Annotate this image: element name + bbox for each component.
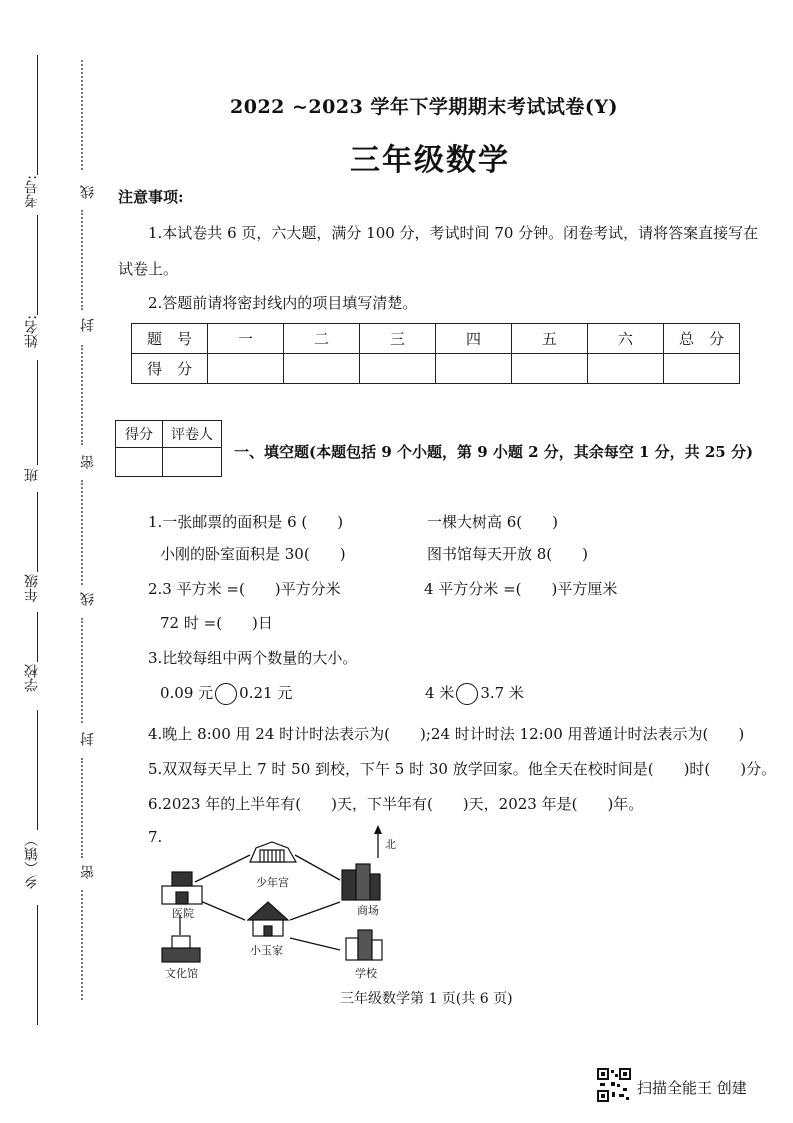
seal-dotted-line: [81, 60, 83, 170]
q3b-left: 4 米: [425, 684, 455, 702]
north-arrow-icon: [374, 825, 382, 858]
seal-mark-seal: 封: [80, 318, 96, 332]
question-1a: 1.一张邮票的面积是 6 ( ): [148, 513, 344, 531]
question-1b: 一棵大树高 6( ): [427, 513, 559, 531]
score-field[interactable]: [116, 448, 163, 477]
grader-field[interactable]: [163, 448, 222, 477]
q3a-right: 0.21 元: [239, 684, 293, 702]
score-field[interactable]: [208, 354, 284, 384]
school-line: [37, 612, 38, 662]
exam-title: 2022 ~2023 学年下学期期末考试试卷(Y): [230, 96, 618, 118]
qr-code-icon: [597, 1068, 631, 1102]
score-table: [131, 323, 740, 384]
path-home-mall: [290, 902, 340, 920]
question-4: 4.晚上 8:00 用 24 时计时法表示为( );24 时计时法 12:00 用普通计时法表示为( ): [148, 725, 745, 743]
question-1d: 图书馆每天开放 8( ): [427, 545, 589, 563]
seal-dotted-line: [81, 345, 83, 445]
youth-palace-label: 少年宫: [256, 876, 289, 889]
grader-table: [115, 420, 222, 477]
culture-hall-label: 文化馆: [165, 967, 198, 980]
hospital-label: 医院: [172, 907, 194, 920]
town-line: [37, 710, 38, 830]
question-2c: 72 时 =( )日: [160, 614, 273, 632]
table-cell: 四: [436, 324, 512, 354]
question-3: 3.比较每组中两个数量的大小。: [148, 649, 358, 667]
score-field[interactable]: [436, 354, 512, 384]
exam-no-line: [37, 55, 38, 175]
question-2b: 4 平方分米 =( )平方厘米: [424, 580, 618, 598]
compare-circle[interactable]: [456, 683, 478, 705]
mall-icon: [342, 864, 380, 900]
score-field[interactable]: [284, 354, 360, 384]
school-icon: [346, 930, 382, 960]
score-table-header-row: [132, 324, 740, 354]
name-label: 姓名:: [24, 315, 40, 348]
path-hospital-youth: [195, 855, 250, 882]
path-hospital-home: [198, 900, 245, 920]
school-label: 学校: [355, 967, 377, 980]
table-cell: 总 分: [664, 324, 740, 354]
culture-hall-icon: [162, 936, 200, 962]
score-field[interactable]: [360, 354, 436, 384]
score-field[interactable]: [664, 354, 740, 384]
seal-dotted-line: [81, 480, 83, 585]
notice-heading: 注意事项:: [118, 188, 184, 206]
seal-dotted-line: [81, 210, 83, 310]
section-1-title: 一、填空题(本题包括 9 个小题，第 9 小题 2 分，其余每空 1 分，共 25 分): [234, 443, 754, 461]
score-field[interactable]: [588, 354, 664, 384]
path-home-school: [290, 938, 340, 950]
question-2a: 2.3 平方米 =( )平方分米: [148, 580, 341, 598]
compare-circle[interactable]: [215, 683, 237, 705]
hospital-icon: [162, 872, 202, 904]
school-label: 学校: [24, 664, 40, 692]
home-label: 小玉家: [250, 944, 283, 957]
scanner-watermark: 扫描全能王 创建: [637, 1079, 747, 1097]
path-youth-mall: [295, 855, 340, 880]
question-1c: 小刚的卧室面积是 30( ): [160, 545, 346, 563]
table-cell: 评卷人: [163, 421, 222, 448]
grade-label: 年级: [24, 574, 40, 602]
table-cell: 二: [284, 324, 360, 354]
q3b-right: 3.7 米: [480, 684, 524, 702]
question-6: 6.2023 年的上半年有( )天，下半年有( )天，2023 年是( )年。: [148, 795, 644, 813]
table-cell: 得 分: [132, 354, 208, 384]
home-icon: [248, 902, 288, 936]
score-table-score-row: [132, 354, 740, 384]
question-3a: [160, 682, 292, 705]
subject-title: 三年级数学: [350, 143, 510, 178]
seal-dotted-line: [81, 758, 83, 858]
seal-mark-secret: 密: [80, 455, 96, 469]
notice-item-1: 1.本试卷共 6 页，六大题，满分 100 分，考试时间 70 分钟。闭卷考试，请将答案直接写在: [148, 224, 759, 242]
score-field[interactable]: [512, 354, 588, 384]
seal-mark-line: 线: [80, 185, 96, 199]
mall-label: 商场: [357, 904, 379, 917]
seal-dotted-line: [81, 890, 83, 1000]
table-cell: 六: [588, 324, 664, 354]
youth-palace-icon: [250, 842, 296, 862]
class-line: [37, 360, 38, 465]
seal-mark-secret: 密: [80, 865, 96, 879]
seal-mark-seal: 封: [80, 732, 96, 746]
class-label: 班: [24, 468, 40, 482]
notice-item-1-cont: 试卷上。: [118, 260, 179, 278]
name-line: [37, 215, 38, 315]
table-cell: 得分: [116, 421, 163, 448]
question-5: 5.双双每天早上 7 时 50 到校，下午 5 时 30 放学回家。他全天在校时间是( )时( )分。: [148, 760, 777, 778]
notice-item-2: 2.答题前请将密封线内的项目填写清楚。: [148, 294, 418, 312]
table-cell: 题 号: [132, 324, 208, 354]
page-footer: 三年级数学第 1 页(共 6 页): [340, 991, 513, 1007]
question-3b: [425, 682, 524, 705]
table-cell: 三: [360, 324, 436, 354]
q3a-left: 0.09 元: [160, 684, 214, 702]
seal-dotted-line: [81, 618, 83, 723]
exam-no-label: 考号:: [24, 175, 40, 208]
grade-line: [37, 492, 38, 572]
table-cell: 五: [512, 324, 588, 354]
north-label: 北: [385, 838, 396, 851]
table-cell: 一: [208, 324, 284, 354]
town-label: 乡（镇）: [24, 833, 40, 889]
bottom-line: [37, 905, 38, 1025]
question-7: 7.: [148, 828, 163, 846]
seal-mark-line: 线: [80, 592, 96, 606]
